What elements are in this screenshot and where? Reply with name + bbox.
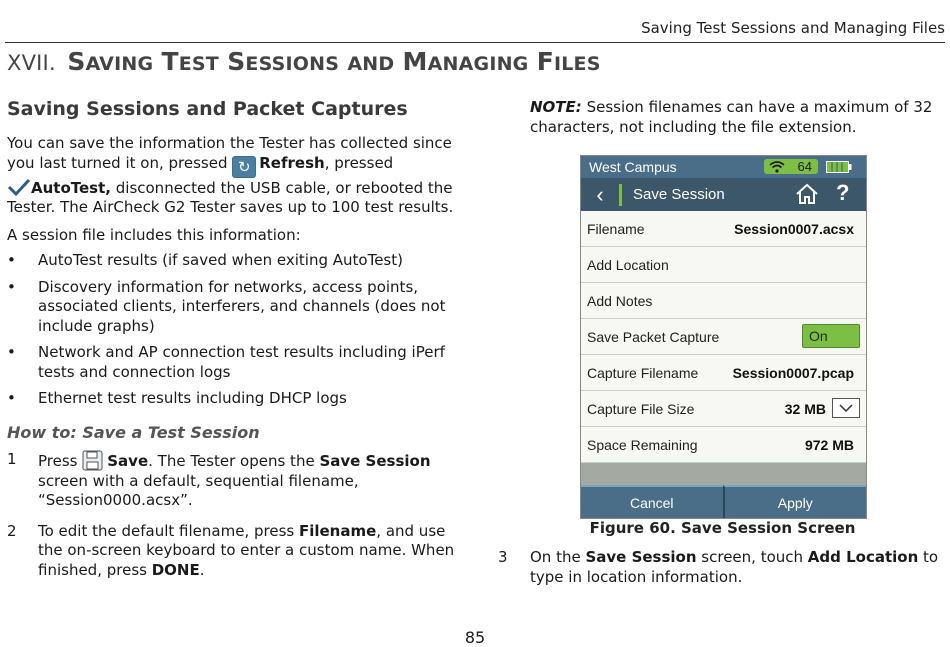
step-2: 2 To edit the default filename, press Filename, and use the on-screen keyboard to enter a custom name. When finished, press DONE. — [7, 521, 455, 579]
packet-capture-toggle[interactable]: On — [802, 324, 860, 348]
chapter-title-text: SAVING TEST SESSIONS AND MANAGING FILES — [67, 47, 601, 76]
refresh-icon: ↻ — [232, 156, 256, 178]
list-item: • Ethernet test results including DHCP logs — [7, 389, 462, 409]
back-arrow-icon[interactable]: ‹ — [596, 181, 604, 207]
add-location-row[interactable]: Add Location — [581, 247, 866, 283]
header-rule — [5, 42, 945, 43]
chapter-title — [7, 47, 601, 76]
wifi-icon — [769, 161, 785, 173]
chapter-number: XVII. — [7, 51, 56, 75]
filename-row[interactable]: Filename Session0007.acsx — [581, 211, 866, 247]
step-3: 3 On the Save Session screen, touch Add Location to type in location information. — [498, 548, 939, 586]
left-column — [7, 96, 462, 591]
home-icon[interactable] — [795, 183, 819, 205]
note: NOTE: Session filenames can have a maximum of 32 characters, not including the file extension. — [530, 98, 933, 136]
list-item: • AutoTest results (if saved when exiting AutoTest) — [7, 251, 462, 271]
save-packet-capture-row: Save Packet Capture On — [581, 319, 866, 355]
chevron-down-icon — [839, 404, 853, 412]
help-icon[interactable]: ? — [836, 180, 850, 205]
status-bar — [581, 156, 866, 178]
intro-paragraph: You can save the information the Tester has collected since you last turned it on, pressed ↻ Refresh, pressed AutoTest, disconnected the USB cable, or rebooted the Tester. The AirCheck G2 Tester saves up to 100 test results. — [7, 134, 454, 216]
signal-badge — [764, 159, 818, 174]
add-notes-row[interactable]: Add Notes — [581, 283, 866, 319]
capture-filename-row[interactable]: Capture Filename Session0007.pcap — [581, 355, 866, 391]
capture-file-size-row: Capture File Size 32 MB — [581, 391, 866, 427]
device-screenshot — [580, 155, 867, 519]
space-remaining-row: Space Remaining 972 MB — [581, 427, 866, 463]
right-column — [530, 98, 945, 137]
title-bar — [581, 178, 866, 211]
signal-value: 64 — [797, 159, 812, 174]
page-number: 85 — [464, 628, 486, 647]
step-1: 1 Press Save. The Tester opens the Save Session screen with a default, sequential filename, “Session0000.acsx”. — [7, 450, 431, 509]
section-heading: Saving Sessions and Packet Captures — [7, 98, 408, 120]
session-contents-list — [7, 251, 462, 409]
cancel-button[interactable]: Cancel — [581, 485, 723, 518]
save-icon — [82, 450, 103, 471]
battery-icon — [826, 161, 852, 173]
running-header: Saving Test Sessions and Managing Files — [641, 19, 945, 37]
figure-caption: Figure 60. Save Session Screen — [589, 519, 856, 537]
checkmark-icon — [7, 178, 31, 197]
session-file-intro: A session file includes this information: — [7, 225, 301, 244]
list-item: • Discovery information for networks, access points, associated clients, interferers, and channels (does not include graphs) — [7, 278, 462, 337]
list-item: • Network and AP connection test results including iPerf tests and connection logs — [7, 343, 462, 382]
screen-title: Save Session — [633, 186, 725, 203]
howto-heading: How to: Save a Test Session — [7, 422, 260, 442]
location-label: West Campus — [589, 159, 677, 175]
bottom-bar — [581, 485, 866, 518]
title-separator — [619, 184, 622, 206]
settings-list — [581, 211, 866, 463]
apply-button[interactable]: Apply — [723, 485, 867, 518]
file-size-dropdown[interactable] — [832, 398, 860, 418]
